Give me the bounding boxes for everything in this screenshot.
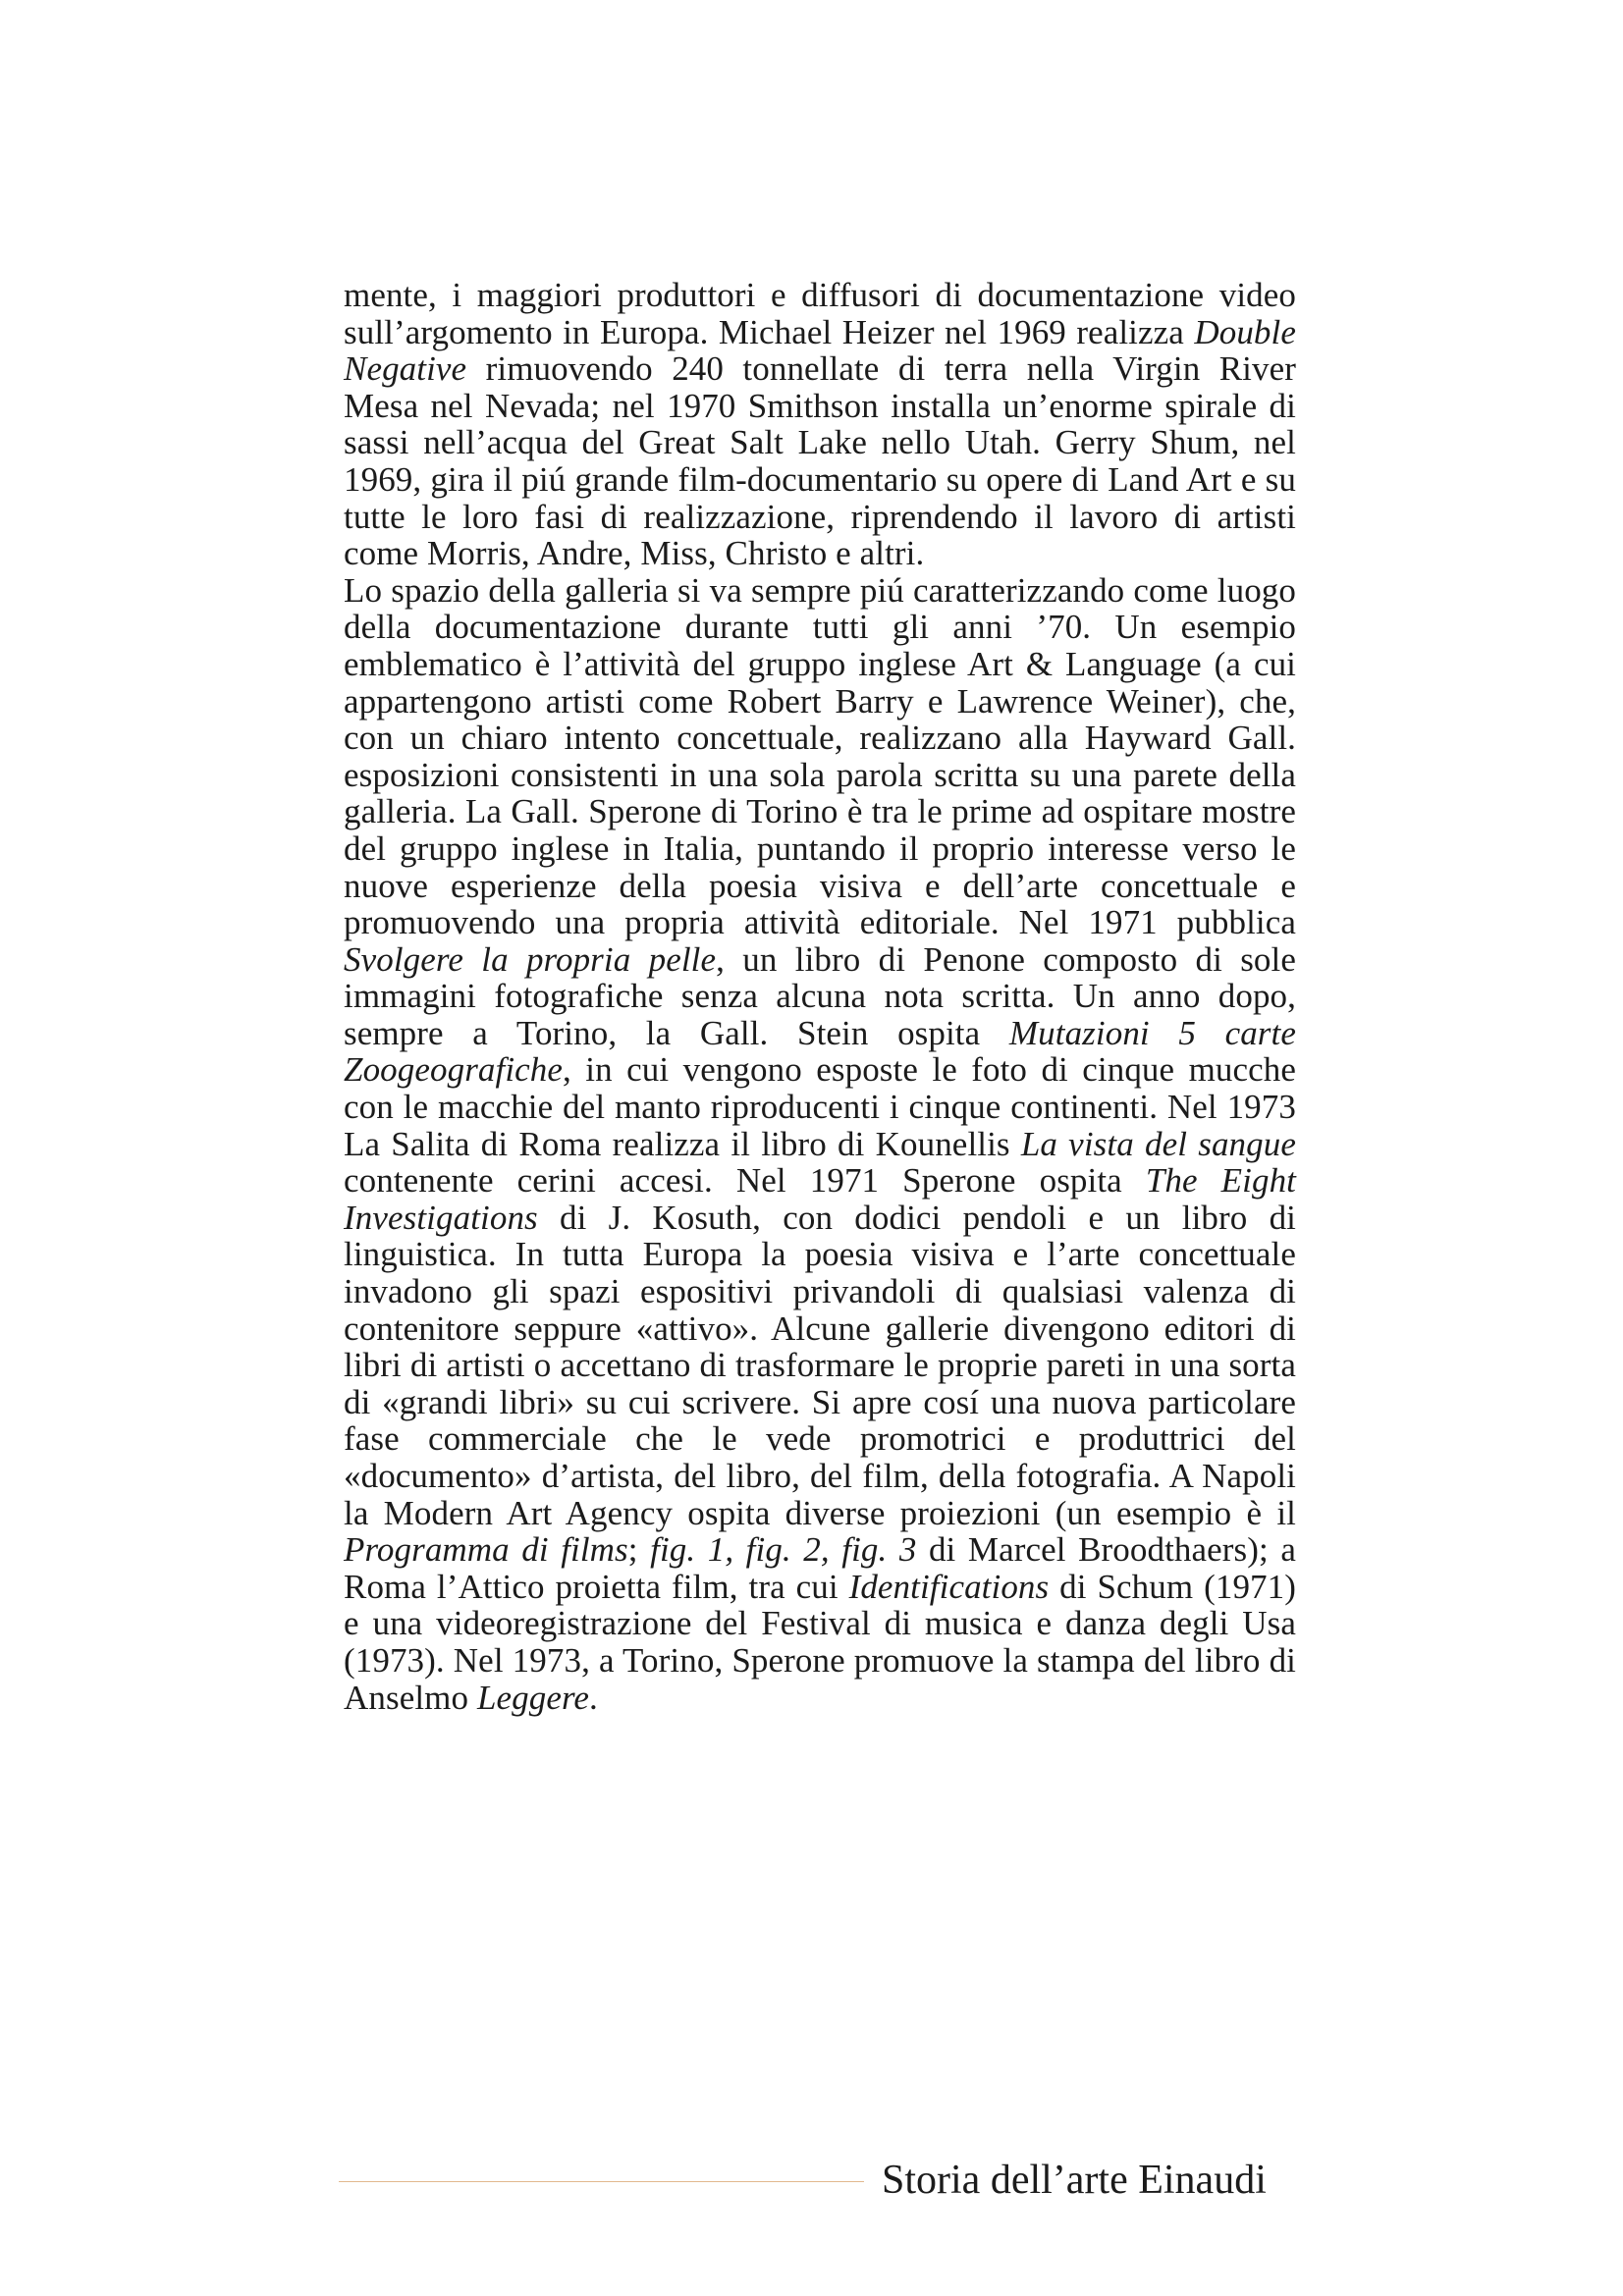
text-run: contenente cerini accesi. Nel 1971 Sperone ospita — [344, 1161, 1146, 1201]
work-title: Programma di films — [344, 1530, 628, 1570]
paragraph-land-art — [344, 277, 1296, 572]
text-run: Lo spazio della galleria si va sempre piú caratterizzando come luogo della documentazione durante tutti gli anni ’70. Un esempio emblematico è l’attività del gruppo inglese Art & Language (a cui appartengono artisti come Robert Barry e Lawrence Weiner), che, con un chiaro intento concettuale, realizzano alla Hayward Gall. esposizioni consistenti in una sola parola scritta su una parete della galleria. La Gall. Sperone di Torino è tra le prime ad ospitare mostre del gruppo inglese in Italia, puntando il proprio interesse verso le nuove esperienze della poesia visiva e dell’arte concettuale e promuovendo una propria attività editoriale. Nel 1971 pubblica — [344, 570, 1296, 942]
figure-reference: fig. 1, fig. 2, fig. 3 — [650, 1530, 917, 1570]
work-title: Identifications — [848, 1567, 1050, 1606]
text-run: , un libro di Penone composto di sole immagini fotografiche senza alcuna nota scritta. Un anno dopo, sempre a Torino, la Gall. Stein ospita — [344, 939, 1296, 1052]
footer-rule — [339, 2181, 864, 2182]
body-text — [344, 277, 1296, 1716]
work-title: Mutazioni 5 carte Zoogeografiche — [344, 1013, 1296, 1090]
text-run: mente, i maggiori produttori e diffusori di documentazione video sull’argomento in Europa. Michael Heizer nel 1969 realizza — [344, 276, 1296, 351]
text-run: rimuovendo 240 tonnellate di terra nella Virgin River Mesa nel Nevada; nel 1970 Smithson installa un’enorme spirale di sassi nell’acqua del Great Salt Lake nello Utah. Gerry Shum, nel 1969, gira il piú grande film-documentario su opere di Land Art e su tutte le loro fasi di realizzazione, riprendendo il lavoro di artisti come Morris, Andre, Miss, Christo e altri. — [344, 349, 1296, 573]
work-title: Svolgere la propria pelle — [344, 939, 717, 979]
text-run: , in cui vengono esposte le foto di cinque mucche con le macchie del manto riproducenti i cinque continenti. Nel 1973 La Salita di Roma realizza il libro di Kounellis — [344, 1050, 1296, 1163]
work-title: Double Negative — [344, 312, 1296, 389]
work-title: La vista del sangue — [1020, 1124, 1296, 1163]
work-title: The Eight Investigations — [344, 1161, 1297, 1237]
text-run: ; — [627, 1530, 651, 1570]
text-run: . — [589, 1678, 598, 1717]
text-run: di Marcel Broodthaers); a Roma l’Attico proietta film, tra cui — [344, 1530, 1296, 1606]
text-run: di J. Kosuth, con dodici pendoli e un libro di linguistica. In tutta Europa la poesia visiva e l’arte concettuale invadono gli spazi espositivi privandoli di qualsiasi valenza di contenitore seppure «attivo». Alcune gallerie divengono editori di libri di artisti o accettano di trasformare le proprie pareti in una sorta di «grandi libri» su cui scrivere. Si apre cosí una nuova particolare fase commerciale che le vede promotrici e produttrici del «documento» d’artista, del libro, del film, della fotografia. A Napoli la Modern Art Agency ospita diverse proiezioni (un esempio è il — [344, 1198, 1296, 1532]
paragraph-gallery-space — [344, 572, 1296, 1716]
work-title: Leggere — [476, 1678, 590, 1717]
text-run: di Schum (1971) e una videoregistrazione del Festival di musica e danza degli Usa (1973). Nel 1973, a Torino, Sperone promuove la stampa del libro di Anselmo — [344, 1567, 1296, 1717]
footer-title: Storia dell’arte Einaudi — [882, 2158, 1267, 2203]
